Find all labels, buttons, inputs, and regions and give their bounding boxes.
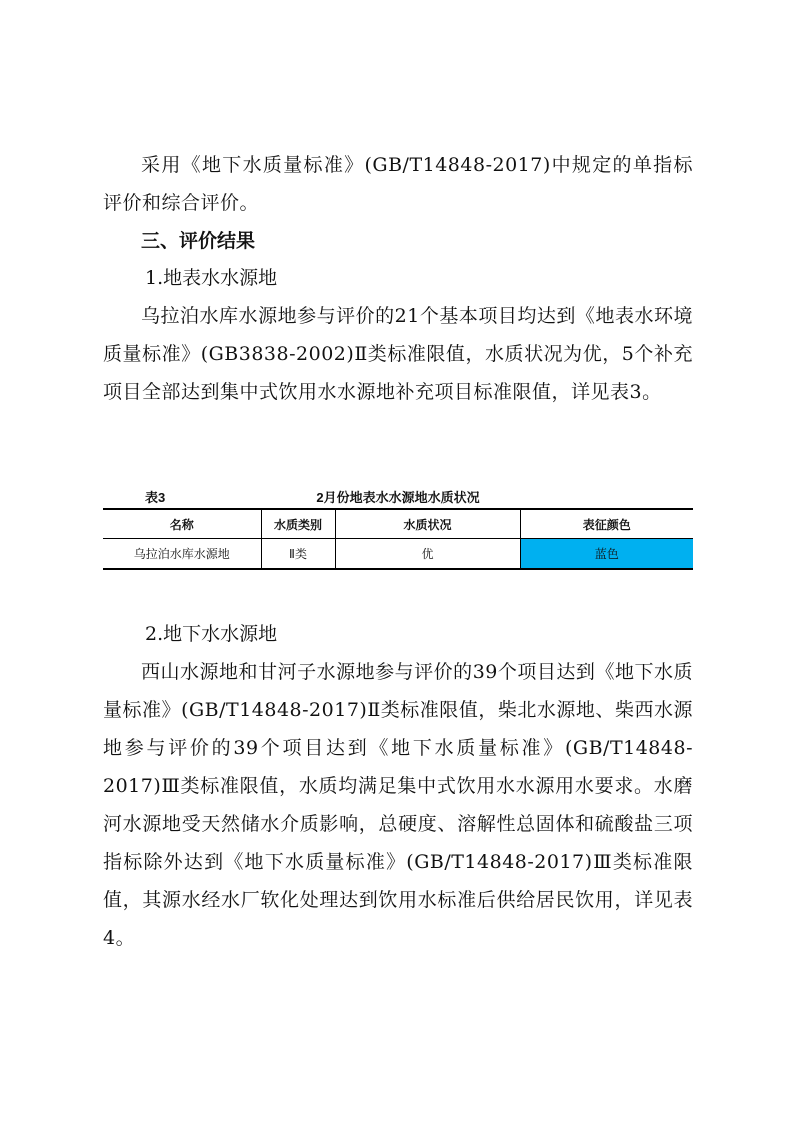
table-caption <box>103 484 693 506</box>
header-name: 名称 <box>103 509 261 539</box>
cell-category: Ⅱ类 <box>261 539 335 570</box>
water-quality-table <box>103 508 693 570</box>
paragraph-surface-water: 乌拉泊水库水源地参与评价的21个基本项目均达到《地表水环境质量标准》(GB3838-2002)Ⅱ类标准限值，水质状况为优，5个补充项目全部达到集中式饮用水水源地补充项目标准限值，详见表3。 <box>103 305 693 403</box>
header-category: 水质类别 <box>261 509 335 539</box>
cell-name: 乌拉泊水库水源地 <box>103 539 261 570</box>
section-heading-results: 三、评价结果 <box>141 230 256 252</box>
subheading-surface-water: 1.地表水水源地 <box>145 267 278 289</box>
paragraph-evaluation-method: 采用《地下水质量标准》(GB/T14848-2017)中规定的单指标评价和综合评价。 <box>103 154 693 214</box>
table-number: 表3 <box>145 490 166 505</box>
table-title: 2月份地表水水源地水质状况 <box>316 490 480 505</box>
table-row <box>103 539 693 570</box>
header-color: 表征颜色 <box>520 509 693 539</box>
cell-status: 优 <box>335 539 520 570</box>
header-status: 水质状况 <box>335 509 520 539</box>
cell-color: 蓝色 <box>520 539 693 570</box>
table-header-row <box>103 509 693 539</box>
subheading-groundwater: 2.地下水水源地 <box>145 623 278 645</box>
paragraph-groundwater: 西山水源地和甘河子水源地参与评价的39个项目达到《地下水质量标准》(GB/T14848-2017)Ⅱ类标准限值，柴北水源地、柴西水源地参与评价的39个项目达到《地下水质量标准》(GB/T14848-2017)Ⅲ类标准限值，水质均满足集中式饮用水水源用水要求。水磨河水源地受天然储水介质影响，总硬度、溶解性总固体和硫酸盐三项指标除外达到《地下水质量标准》(GB/T14848-2017)Ⅲ类标准限值，其源水经水厂软化处理达到饮用水标准后供给居民饮用，详见表4。 <box>103 661 693 949</box>
